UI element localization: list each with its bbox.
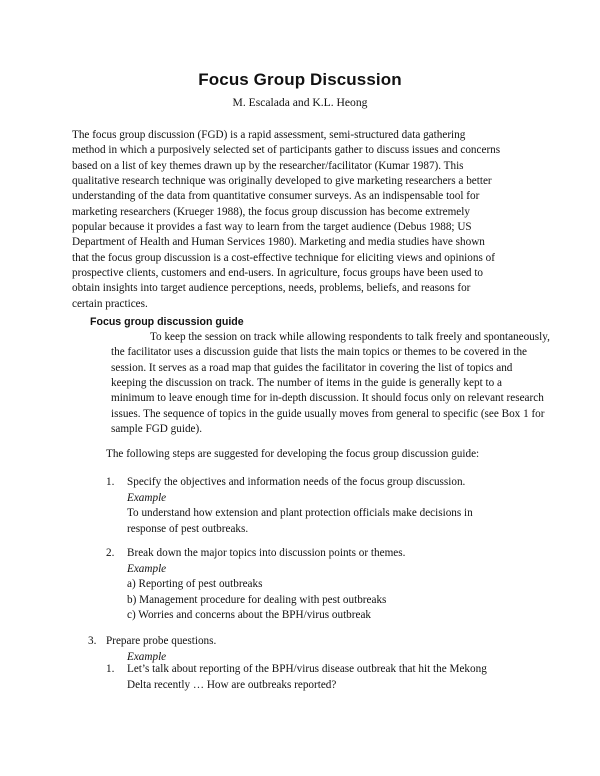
example-line: To understand how extension and plant protection officials make decisions in [127,507,473,519]
intro-line: based on a list of key themes drawn up by the researcher/facilitator (Kumar 1987). This [72,159,464,172]
document-authors: M. Escalada and K.L. Heong [232,96,368,109]
intro-line: obtain insights into target audience perceptions, needs, problems, beliefs, and reasons for [72,282,471,295]
intro-line: Department of Health and Human Services 1980). Marketing and media studies have shown [72,236,485,249]
intro-line: that the focus group discussion is a cost-effective technique for eliciting views and opinions of [72,251,495,264]
guide-line: session. It serves as a road map that guides the facilitator in covering the list of topics and [111,361,513,374]
question-line: Delta recently … How are outbreaks reported? [127,678,337,691]
intro-line: prospective clients, customers and end-users. In agriculture, focus groups have been used to [72,267,484,280]
step-number: 3. [88,635,97,647]
intro-line: popular because it provides a fast way to learn from the target audience (Debus 1988; US [72,221,472,234]
section-heading: Focus group discussion guide [90,316,244,328]
guide-line: To keep the session on track while allowing respondents to talk freely and spontaneously, [150,331,550,343]
step-number: 1. [106,476,115,488]
steps-intro: The following steps are suggested for developing the focus group discussion guide: [106,448,480,460]
example-line: a) Reporting of pest outbreaks [127,578,263,590]
example-line: b) Management procedure for dealing with pest outbreaks [127,593,387,606]
step-text: Break down the major topics into discussion points or themes. [127,547,406,559]
example-label: Example [127,562,167,575]
intro-line: certain practices. [72,297,148,310]
guide-line: sample FGD guide). [111,423,203,436]
step-number: 2. [106,547,115,559]
example-line: response of pest outbreaks. [127,522,249,535]
intro-line: method in which a purposively selected set of participants gather to discuss issues and concerns [72,144,501,157]
guide-line: the facilitator uses a discussion guide that lists the main topics or themes to be covered in the [111,346,528,359]
guide-paragraph [72,330,550,437]
intro-line: qualitative research technique was originally developed to give marketing researchers a better [72,175,492,188]
question-line: Let’s talk about reporting of the BPH/virus disease outbreak that hit the Mekong [127,663,487,675]
guide-line: minimum to leave enough time for in-depth discussion. It should focus only on relevant research [111,392,544,405]
guide-line: issues. The sequence of topics in the guide usually moves from general to specific (see Box 1 for [111,407,545,420]
step-text: Specify the objectives and information needs of the focus group discussion. [127,476,466,488]
guide-line: keeping the discussion on track. The number of items in the guide is generally kept to a [111,377,502,390]
example-line: c) Worries and concerns about the BPH/virus outbreak [127,609,372,621]
step-text: Prepare probe questions. [106,635,217,647]
example-label: Example [127,650,167,663]
question-number: 1. [106,663,115,675]
intro-line: marketing researchers (Krueger 1988), the focus group discussion has become extremely [72,205,470,218]
document-title: Focus Group Discussion [198,70,402,89]
intro-line: The focus group discussion (FGD) is a rapid assessment, semi-structured data gathering [72,129,466,141]
intro-line: understanding of the data from quantitative consumer surveys. As an indispensable tool for [72,190,480,203]
intro-paragraph [72,128,531,312]
example-label: Example [127,491,167,504]
